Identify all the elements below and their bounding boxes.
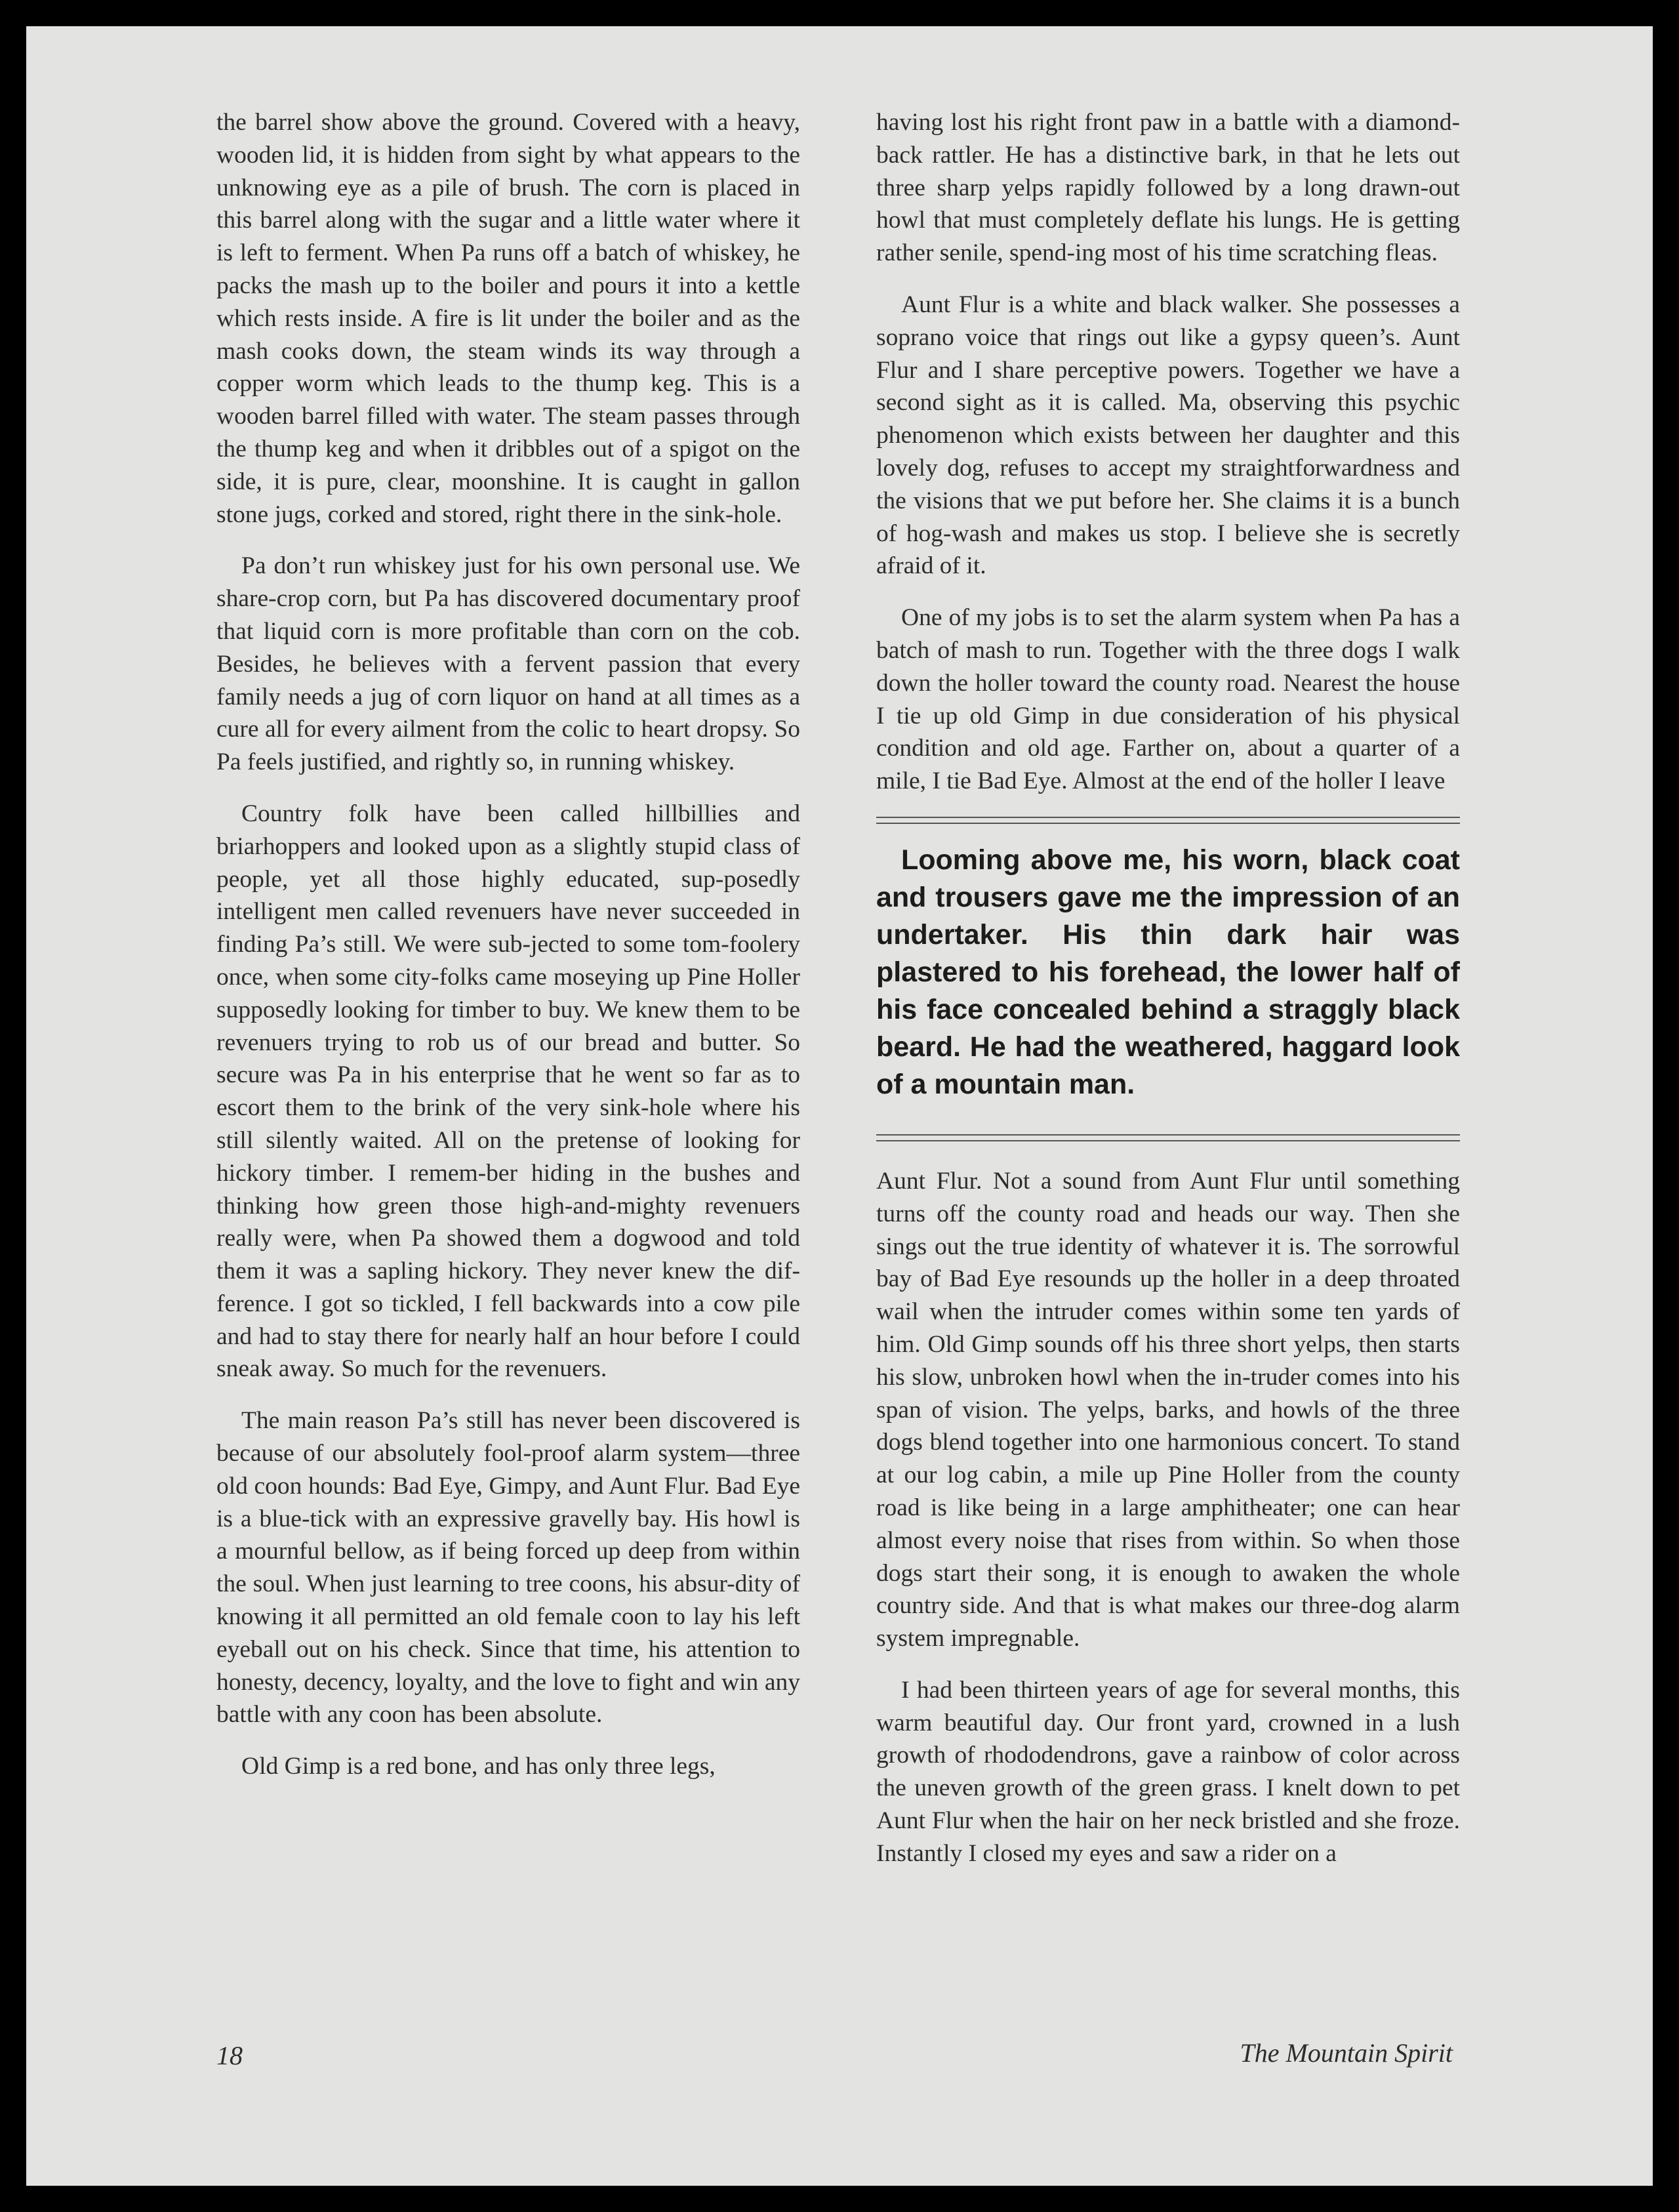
pull-quote-rule-top-inner [876, 823, 1460, 824]
magazine-page [26, 26, 1653, 2186]
publication-title: The Mountain Spirit [1240, 2038, 1453, 2068]
paragraph: The main reason Pa’s still has never been discovered is because of our absolutely fool-proof alarm system—three old coon hounds: Bad Eye, Gimpy, and Aunt Flur. Bad Eye is a blue-tick with an expressive gravelly bay. His howl is a mournful bellow, as if being forced up deep from within the soul. When just learning to tree coons, his absur-dity of knowing it all permitted an old female coon to lay his left eyeball out on his check. Since that time, his attention to honesty, decency, loyalty, and the love to fight and win any battle with any coon has been absolute. [216, 1407, 800, 1729]
paragraph: Country folk have been called hillbillies and briarhoppers and looked upon as a slightly stupid class of people, yet all those highly educated, sup-posedly intelligent men called revenuers have never succeeded in finding Pa’s still. We were sub-jected to some tom-foolery once, when some city-folks came moseying up Pine Holler supposedly looking for timber to buy. We knew them to be revenuers trying to rob us of our bread and butter. So secure was Pa in his enterprise that he went so far as to escort them to the brink of the very sink-hole where his still silently waited. All on the pretense of looking for hickory timber. I remem-ber hiding in the bushes and thinking how green those high-and-mighty revenuers really were, when Pa showed them a dogwood and told them it was a sapling hickory. They never knew the dif-ference. I got so tickled, I fell backwards into a cow pile and had to stay there for nearly half an hour before I could sneak away. So much for the revenuers. [216, 800, 800, 1383]
pull-quote [876, 817, 1460, 1141]
left-column [216, 106, 800, 1802]
pull-quote-rule-top [876, 817, 1460, 818]
paragraph: Aunt Flur. Not a sound from Aunt Flur until something turns off the county road and heads our way. Then she sings out the true identity of whatever it is. The sorrowful bay of Bad Eye resounds up the holler in a deep throated wail when the intruder comes within some ten yards of him. Old Gimp sounds off his three short yelps, then starts his slow, unbroken howl when the in-truder comes into his span of vision. The yelps, barks, and howls of the three dogs blend together into one harmonious concert. To stand at our log cabin, a mile up Pine Holler from the county road is like being in a large amphitheater; one can hear almost every noise that rises from within. So when those dogs start their song, it is enough to awaken the whole country side. And that is what makes our three-dog alarm system impregnable. [876, 1167, 1460, 1652]
pull-quote-text: Looming above me, his worn, black coat and trousers gave me the impression of an undertaker. His thin dark hair was plastered to his forehead, the lower half of his face concealed behind a straggly black beard. He had the weathered, haggard look of a mountain man. [876, 844, 1460, 1100]
pull-quote-rule-bottom [876, 1140, 1460, 1141]
paragraph: One of my jobs is to set the alarm system when Pa has a batch of mash to run. Together with the three dogs I walk down the holler toward the county road. Nearest the house I tie up old Gimp in due consideration of his physical condition and old age. Farther on, about a quarter of a mile, I tie Bad Eye. Almost at the end of the holler I leave [876, 604, 1460, 795]
page-number: 18 [216, 2041, 243, 2070]
pull-quote-rule-bottom-inner [876, 1134, 1460, 1136]
right-column [876, 106, 1460, 1889]
paragraph: the barrel show above the ground. Covered with a heavy, wooden lid, it is hidden from sight by what appears to the unknowing eye as a pile of brush. The corn is placed in this barrel along with the sugar and a little water where it is left to ferment. When Pa runs off a batch of whiskey, he packs the mash up to the boiler and pours it into a kettle which rests inside. A fire is lit under the boiler and as the mash cooks down, the steam winds its way through a copper worm which leads to the thump keg. This is a wooden barrel filled with water. The steam passes through the thump keg and when it dribbles out of a spigot on the side, it is pure, clear, moonshine. It is caught in gallon stone jugs, corked and stored, right there in the sink-hole. [216, 109, 800, 528]
paragraph: Old Gimp is a red bone, and has only three legs, [241, 1753, 716, 1780]
paragraph: Pa don’t run whiskey just for his own personal use. We share-crop corn, but Pa has discovered documentary proof that liquid corn is more profitable than corn on the cob. Besides, he believes with a fervent passion that every family needs a jug of corn liquor on hand at all times as a cure all for every ailment from the colic to heart dropsy. So Pa feels justified, and rightly so, in running whiskey. [216, 552, 800, 776]
paragraph: Aunt Flur is a white and black walker. She possesses a soprano voice that rings out like a gypsy queen’s. Aunt Flur and I share perceptive powers. Together we have a second sight as it is called. Ma, observing this psychic phenomenon which exists between her daughter and this lovely dog, refuses to accept my straightforwardness and the visions that we put before her. She claims it is a bunch of hog-wash and makes us stop. I believe she is secretly afraid of it. [876, 291, 1460, 580]
paragraph: I had been thirteen years of age for several months, this warm beautiful day. Our front yard, crowned in a lush growth of rhododendrons, gave a rainbow of color across the uneven growth of the green grass. I knelt down to pet Aunt Flur when the hair on her neck bristled and she froze. Instantly I closed my eyes and saw a rider on a [876, 1676, 1460, 1867]
paragraph: having lost his right front paw in a battle with a diamond-back rattler. He has a distinctive bark, in that he lets out three sharp yelps rapidly followed by a long drawn-out howl that must completely deflate his lungs. He is getting rather senile, spend-ing most of his time scratching fleas. [876, 109, 1460, 267]
